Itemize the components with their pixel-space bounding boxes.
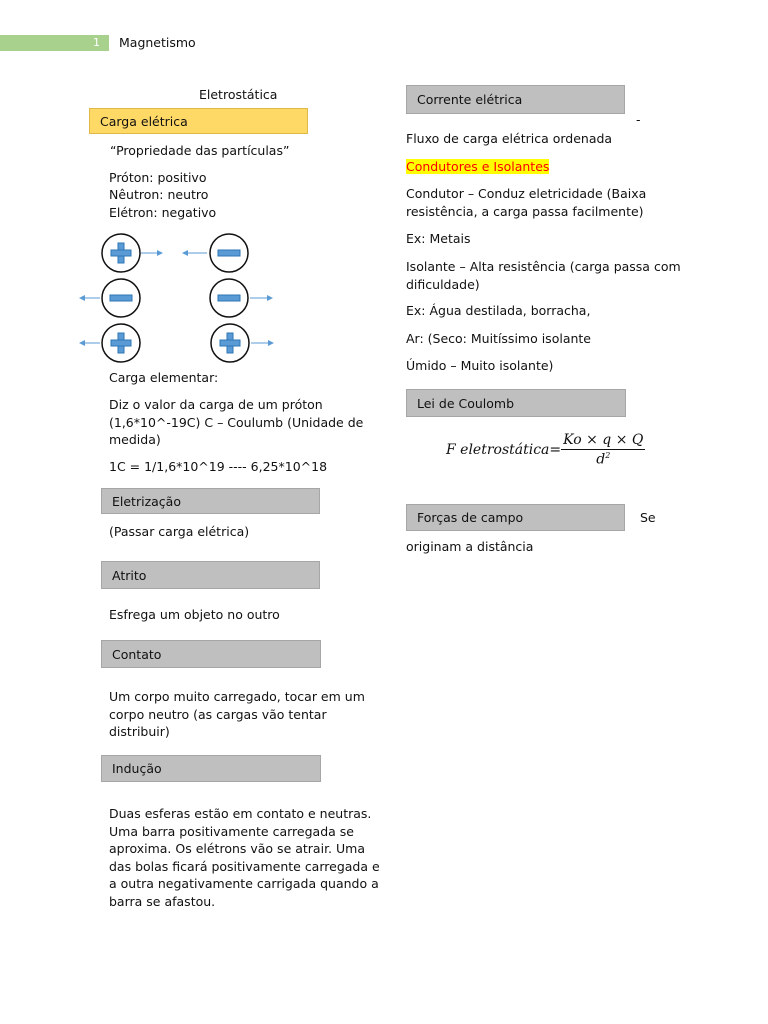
electron-charge-icon [210,234,248,272]
page-number: 1 [93,36,100,49]
coulomb-formula [446,432,645,468]
particle-proton: Próton: positivo [109,170,207,185]
ex-agua: Ex: Água destilada, borracha, [406,303,591,318]
charge-diagram [70,230,290,365]
carga-eletrica-heading: Carga elétrica [89,108,308,134]
forcas-text: originam a distância [406,539,534,554]
umido-text: Úmido – Muito isolante) [406,358,554,373]
electron-charge-icon [102,279,140,317]
particle-neutron: Nêutron: neutro [109,187,209,202]
carga-proton-text: Diz o valor da carga de um próton (1,6*10^-19C) C – Coulumb (Unidade de medida) [109,397,364,447]
eletrizacao-heading: Eletrização [101,488,320,514]
conversion-text: 1C = 1/1,6*10^19 ---- 6,25*10^18 [109,459,328,474]
formula-numerator: Ko × q × Q [563,432,644,448]
contato-text: Um corpo muito carregado, tocar em um corpo neutro (as cargas vão tentar distribuir) [109,689,365,739]
corrente-dash: - [636,112,641,127]
header-title: Magnetismo [119,35,196,50]
atrito-text: Esfrega um objeto no outro [109,607,280,622]
eletrizacao-text: (Passar carga elétrica) [109,524,250,539]
atrito-heading: Atrito [101,561,320,589]
ar-text: Ar: (Seco: Muitíssimo isolante [406,331,591,346]
forcas-se: Se [640,510,656,525]
formula-lhs: F eletrostática [446,441,550,458]
proton-charge-icon [102,324,140,362]
corrente-heading: Corrente elétrica [406,85,625,114]
condutores-title [406,158,549,176]
inducao-text: Duas esferas estão em contato e neutras. Uma barra positivamente carregada se aproxima. Os elétrons vão se atrair. Uma das bolas ficará positivamente carregada e a outra negativamente carrigada quando a barra se afastou. [109,806,380,909]
proton-charge-icon [102,234,140,272]
isolante-text: Isolante – Alta resistência (carga passa com dificuldade) [406,259,681,292]
proton-charge-icon [211,324,249,362]
formula-fraction [561,432,645,468]
condutor-text: Condutor – Conduz eletricidade (Baixa resistência, a carga passa facilmente) [406,186,647,219]
electron-charge-icon [210,279,248,317]
formula-denominator [561,450,645,468]
coulomb-heading: Lei de Coulomb [406,389,626,417]
condutores-highlight: Condutores e Isolantes [406,159,550,174]
ex-metais: Ex: Metais [406,231,471,246]
formula-exponent: 2 [605,451,611,460]
carga-quote: “Propriedade das partículas” [110,143,290,158]
particle-electron: Elétron: negativo [109,205,217,220]
formula-equals: = [549,441,562,458]
contato-heading: Contato [101,640,321,668]
inducao-heading: Indução [101,755,321,782]
formula-d: d [596,451,606,468]
forcas-heading: Forças de campo [406,504,625,531]
fluxo-text: Fluxo de carga elétrica ordenada [406,131,613,146]
carga-elementar-label: Carga elementar: [109,370,219,385]
section-title: Eletrostática [199,87,278,102]
